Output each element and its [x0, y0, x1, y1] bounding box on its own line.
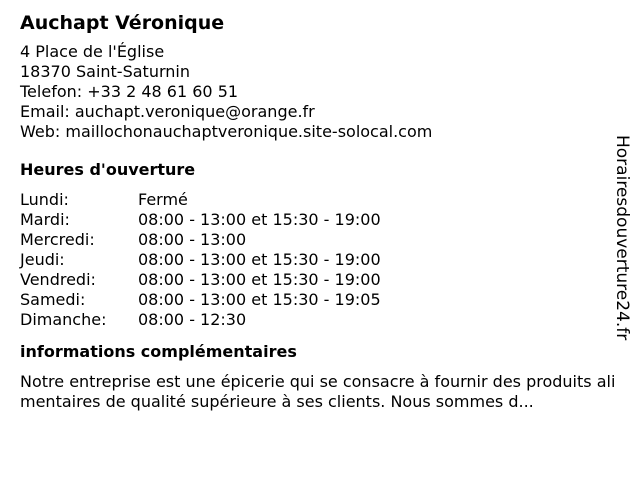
hours-day: Dimanche:	[20, 310, 107, 329]
business-name: Auchapt Véronique	[20, 12, 225, 34]
hours-row-vendredi	[20, 270, 620, 290]
phone-value[interactable]: +33 2 48 61 60 51	[87, 82, 239, 101]
hours-day: Jeudi:	[20, 250, 65, 269]
hours-time: 08:00 - 13:00	[138, 230, 247, 249]
email-row	[20, 102, 620, 122]
hours-time: 08:00 - 13:00 et 15:30 - 19:00	[138, 270, 381, 289]
hours-time: Fermé	[138, 190, 188, 209]
hours-row-lundi	[20, 190, 620, 210]
hours-time: 08:00 - 13:00 et 15:30 - 19:00	[138, 250, 381, 269]
hours-row-mercredi	[20, 230, 620, 250]
hours-day: Mardi:	[20, 210, 70, 229]
phone-label: Telefon:	[20, 82, 83, 101]
web-value[interactable]: maillochonauchaptveronique.site-solocal.com	[65, 122, 433, 141]
hours-row-mardi	[20, 210, 620, 230]
hours-day: Lundi:	[20, 190, 69, 209]
hours-time: 08:00 - 13:00 et 15:30 - 19:05	[138, 290, 381, 309]
email-label: Email:	[20, 102, 70, 121]
hours-title: Heures d'ouverture	[20, 160, 196, 179]
business-card	[20, 10, 620, 412]
phone-row	[20, 82, 620, 102]
hours-table	[20, 190, 620, 330]
hours-day: Samedi:	[20, 290, 86, 309]
address-line-2: 18370 Saint-Saturnin	[20, 62, 190, 81]
hours-row-jeudi	[20, 250, 620, 270]
hours-row-dimanche	[20, 310, 620, 330]
info-description: Notre entreprise est une épicerie qui se consacre à fournir des produits alimentaires de qualité supérieure à ses clients. Nous sommes d...	[20, 372, 616, 411]
hours-time: 08:00 - 13:00 et 15:30 - 19:00	[138, 210, 381, 229]
hours-day: Vendredi:	[20, 270, 96, 289]
hours-row-samedi	[20, 290, 620, 310]
web-label: Web:	[20, 122, 61, 141]
email-value[interactable]: auchapt.veronique@orange.fr	[74, 102, 315, 121]
hours-time: 08:00 - 12:30	[138, 310, 247, 329]
address-line-1: 4 Place de l'Église	[20, 42, 165, 61]
info-title: informations complémentaires	[20, 342, 297, 361]
web-row	[20, 122, 620, 142]
site-watermark: Horairesdouverture24.fr	[612, 135, 632, 341]
hours-day: Mercredi:	[20, 230, 95, 249]
